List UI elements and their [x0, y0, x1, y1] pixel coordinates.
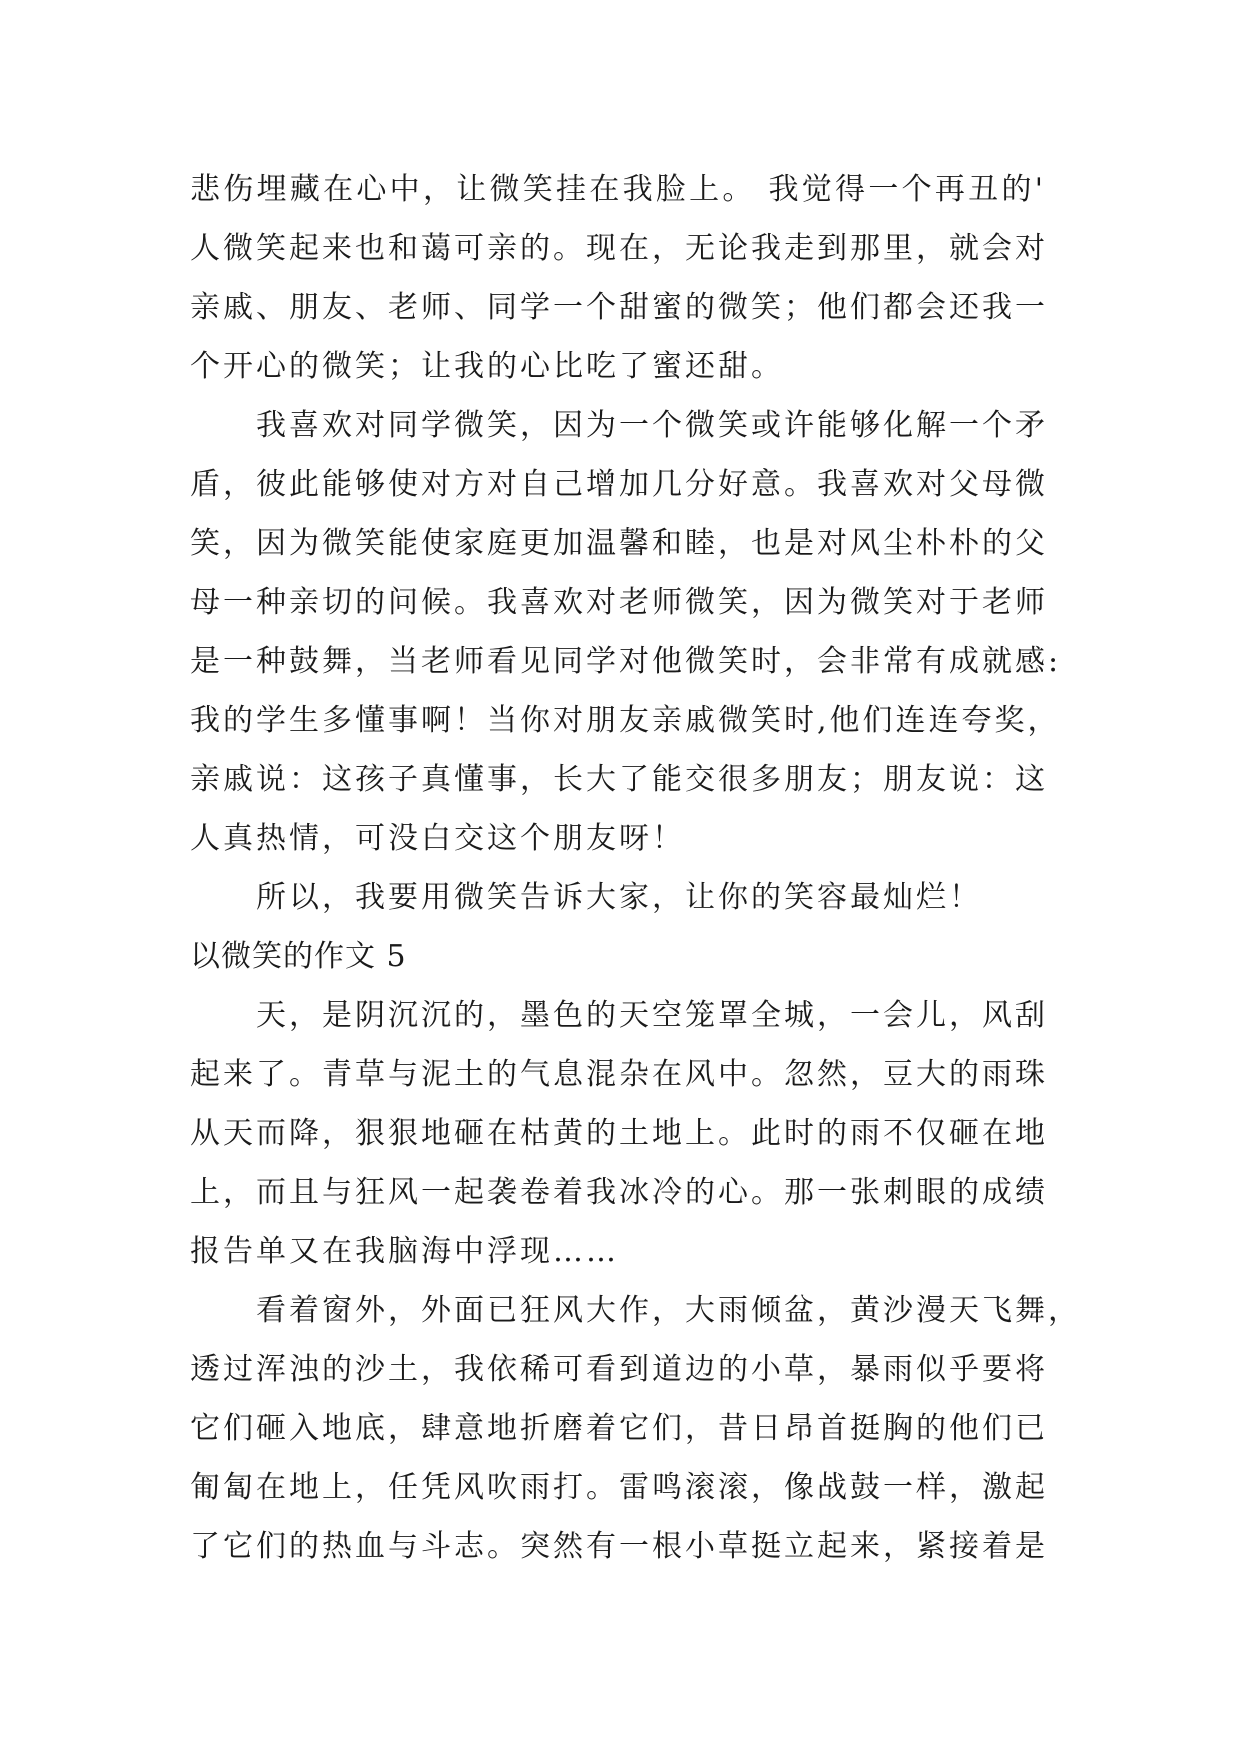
text-line: 人微笑起来也和蔼可亲的。现在，无论我走到那里，就会对: [190, 231, 1048, 266]
text-line: 悲伤埋藏在心中，让微笑挂在我脸上。 我觉得一个再丑的': [190, 172, 1046, 207]
text-line: 它们砸入地底，肆意地折磨着它们，昔日昂首挺胸的他们已: [190, 1411, 1048, 1446]
text-line: 是一种鼓舞，当老师看见同学对他微笑时，会非常有成就感:: [190, 644, 1062, 679]
text-line: 了它们的热血与斗志。突然有一根小草挺立起来，紧接着是: [190, 1529, 1048, 1564]
text-line: 我的学生多懂事啊！当你对朋友亲戚微笑时,他们连连夸奖，: [190, 703, 1061, 738]
text-line: 笑，因为微笑能使家庭更加温馨和睦，也是对风尘朴朴的父: [190, 526, 1048, 561]
text-line: 天，是阴沉沉的，墨色的天空笼罩全城，一会儿，风刮: [256, 998, 1048, 1033]
paragraph: [190, 868, 1046, 927]
text-line: 亲戚说：这孩子真懂事，长大了能交很多朋友；朋友说：这: [190, 762, 1048, 797]
paragraph: [190, 986, 1046, 1281]
essay-body: [190, 160, 1081, 1576]
text-line: 起来了。青草与泥土的气息混杂在风中。忽然，豆大的雨珠: [190, 1057, 1048, 1092]
paragraph: [190, 1281, 1081, 1576]
text-line: 从天而降，狠狠地砸在枯黄的土地上。此时的雨不仅砸在地: [190, 1116, 1048, 1151]
text-line: 看着窗外，外面已狂风大作，大雨倾盆，黄沙漫天飞舞，: [256, 1293, 1081, 1328]
paragraph: [190, 396, 1062, 868]
text-line: 母一种亲切的问候。我喜欢对老师微笑，因为微笑对于老师: [190, 585, 1048, 620]
section-heading: 以微笑的作文 5: [190, 939, 407, 974]
text-line: 报告单又在我脑海中浮现……: [190, 1234, 619, 1269]
paragraph: [190, 160, 1046, 396]
text-line: 我喜欢对同学微笑，因为一个微笑或许能够化解一个矛: [256, 408, 1048, 443]
text-line: 所以，我要用微笑告诉大家，让你的笑容最灿烂！: [256, 880, 982, 915]
text-line: 盾，彼此能够使对方对自己增加几分好意。我喜欢对父母微: [190, 467, 1048, 502]
text-line: 个开心的微笑；让我的心比吃了蜜还甜。: [190, 349, 784, 384]
text-line: 匍匐在地上，任凭风吹雨打。雷鸣滚滚，像战鼓一样，激起: [190, 1470, 1048, 1505]
text-line: 透过浑浊的沙土，我依稀可看到道边的小草，暴雨似乎要将: [190, 1352, 1048, 1387]
text-line: 亲戚、朋友、老师、同学一个甜蜜的微笑；他们都会还我一: [190, 290, 1048, 325]
text-line: 人真热情，可没白交这个朋友呀！: [190, 821, 685, 856]
text-line: 上，而且与狂风一起袭卷着我冰冷的心。那一张刺眼的成绩: [190, 1175, 1048, 1210]
